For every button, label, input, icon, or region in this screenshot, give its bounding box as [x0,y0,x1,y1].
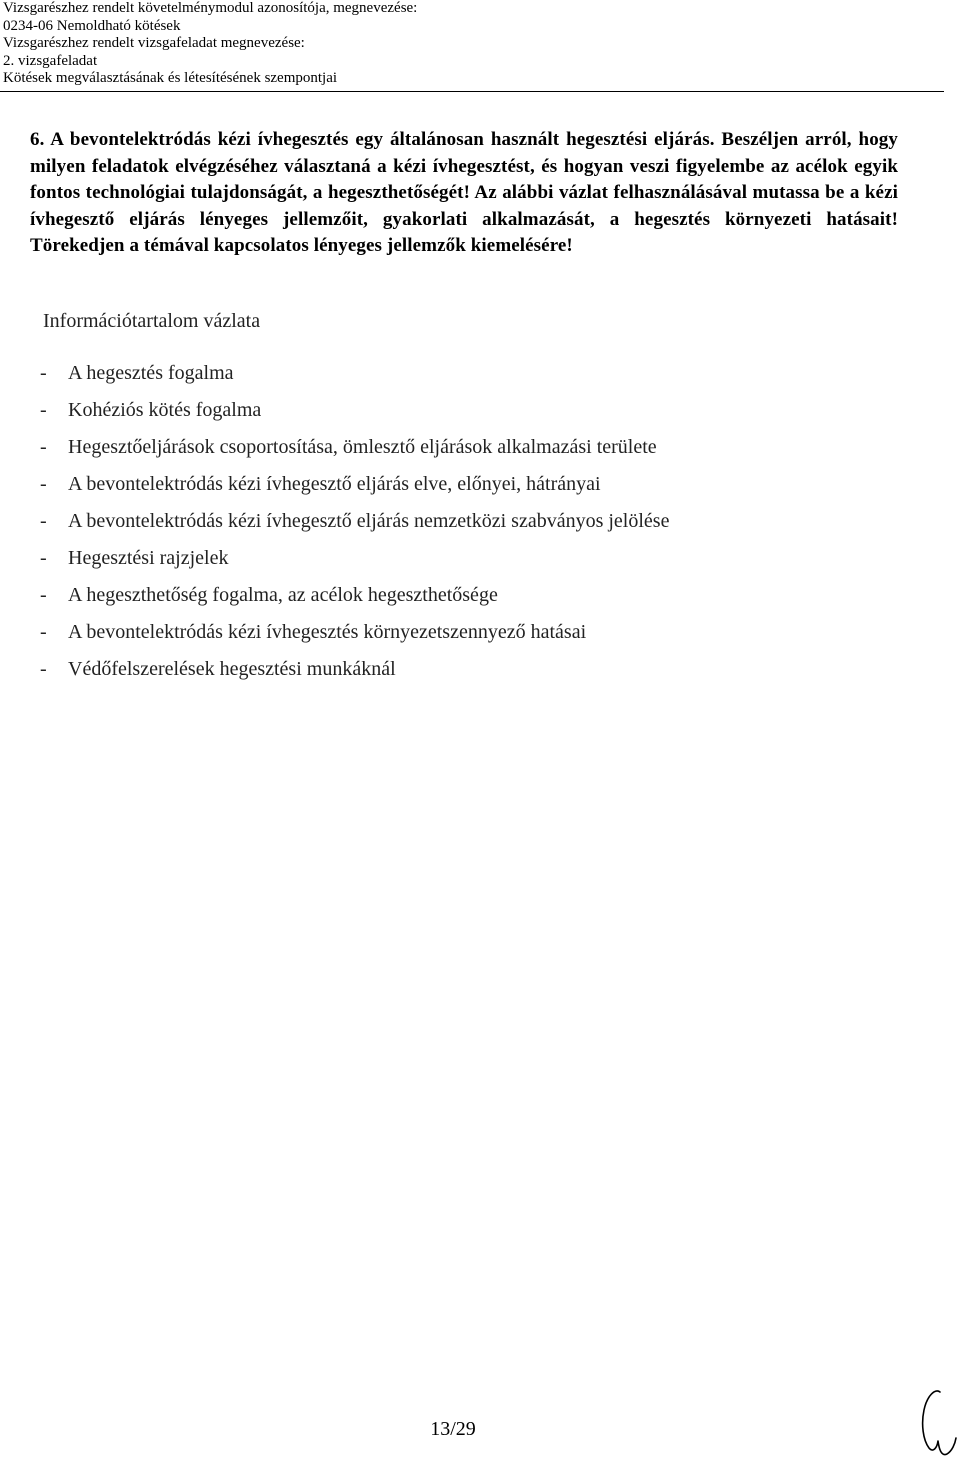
list-bullet: - [40,473,47,495]
list-item [40,619,669,656]
list-bullet: - [40,510,47,532]
handwritten-signature-icon [918,1386,958,1460]
list-item-text: Hegesztőeljárások csoportosítása, ömlesztő eljárások alkalmazási területe [68,436,657,458]
list-bullet: - [40,399,47,421]
list-item [40,434,669,471]
header-divider [0,91,944,92]
list-bullet: - [40,362,47,384]
list-item-text: Védőfelszerelések hegesztési munkáknál [68,658,396,680]
list-item-text: A hegeszthetőség fogalma, az acélok hegeszthetősége [68,584,498,606]
list-bullet: - [40,584,47,606]
list-item [40,545,669,582]
list-item [40,471,669,508]
header-line-task-number: 2. vizsgafeladat [3,52,98,69]
header-line-task-name: Kötések megválasztásának és létesítésének szempontjai [3,70,338,87]
outline-list [40,360,669,693]
header-line-module-name: 0234-06 Nemoldható kötések [3,17,181,34]
header-line-module-label: Vizsgarészhez rendelt követelménymodul azonosítója, megnevezése: [3,0,418,16]
list-item-text: A bevontelektródás kézi ívhegesztő eljárás elve, előnyei, hátrányai [68,473,601,495]
list-item [40,397,669,434]
list-item [40,656,669,693]
task-description [30,127,898,260]
document-header [3,0,943,88]
list-item [40,360,669,397]
list-item-text: A bevontelektródás kézi ívhegesztő eljárás nemzetközi szabványos jelölése [68,510,670,532]
list-bullet: - [40,621,47,643]
task-paragraph: 6. A bevontelektródás kézi ívhegesztés egy általánosan használt hegesztési eljárás. Beszéljen arról, hogy milyen feladatok elvégzéséhez választaná a kézi ívhegesztést, és hogyan veszi figyelembe az acélok egyik fontos technológiai tulajdonságát, a hegeszthetőségét! Az alábbi vázlat felhasználásával mutassa be a kézi ívhegesztő eljárás lényeges jellemzőit, gyakorlati alkalmazását, a hegesztés környezeti hatásait! Törekedjen a témával kapcsolatos lényeges jellemzők kiemelésére! [30,129,898,256]
list-item [40,582,669,619]
outline-title: Információtartalom vázlata [43,310,261,332]
page-number: 13/29 [430,1418,476,1440]
header-line-task-label: Vizsgarészhez rendelt vizsgafeladat megnevezése: [3,35,305,52]
list-item-text: Kohéziós kötés fogalma [68,399,262,421]
list-item [40,508,669,545]
list-bullet: - [40,436,47,458]
list-item-text: A hegesztés fogalma [68,362,234,384]
list-bullet: - [40,658,47,680]
list-item-text: A bevontelektródás kézi ívhegesztés környezetszennyező hatásai [68,621,587,643]
list-item-text: Hegesztési rajzjelek [68,547,229,569]
list-bullet: - [40,547,47,569]
